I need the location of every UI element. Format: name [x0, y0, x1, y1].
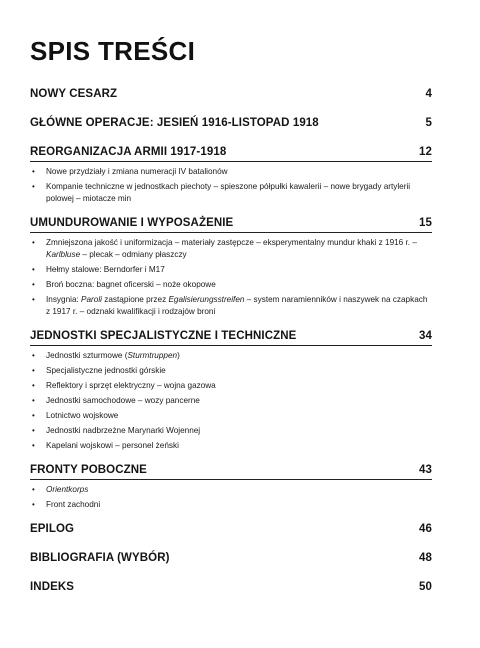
- toc-subentry-italic-text: Karlbluse: [46, 250, 81, 259]
- toc-entry-page-number: 50: [419, 581, 432, 593]
- toc-subentry-text: Zmniejszona jakość i uniformizacja – materiały zastępcze – eksperymentalny mundur khaki z 1916 r. –: [46, 238, 417, 247]
- toc-subentry-text: Kapelani wojskowi – personel żeński: [46, 441, 179, 450]
- toc-entry-heading: [30, 523, 432, 538]
- toc-subentry-text: Jednostki nadbrzeżne Marynarki Wojennej: [46, 426, 201, 435]
- toc-entry-page-number: 46: [419, 523, 432, 535]
- toc-subentry-text: Front zachodni: [46, 500, 101, 509]
- toc-entry: [30, 117, 432, 132]
- toc-subentry: [30, 350, 432, 362]
- toc-subentry-italic-text: Egalisierungsstreifen: [168, 295, 245, 304]
- toc-entry-title: FRONTY POBOCZNE: [30, 464, 147, 476]
- toc-entry-page-number: 43: [419, 464, 432, 476]
- toc-entry-title: NOWY CESARZ: [30, 88, 118, 100]
- toc-entry-heading: [30, 146, 432, 162]
- toc-subentry-text: zastąpione przez: [101, 295, 169, 304]
- toc-subentry-text: Reflektory i sprzęt elektryczny – wojna gazowa: [46, 381, 216, 390]
- bullet-icon: •: [32, 238, 35, 247]
- toc-subentry-list: [30, 166, 432, 205]
- toc-entry-heading: [30, 464, 432, 480]
- bullet-icon: •: [32, 182, 35, 191]
- toc-entry-heading: [30, 217, 432, 233]
- toc-subentry: [30, 440, 432, 452]
- bullet-icon: •: [32, 295, 35, 304]
- toc-subentry: [30, 264, 432, 276]
- toc-subentry-text: Hełmy stalowe: Berndorfer i M17: [46, 265, 165, 274]
- toc-entries: [30, 88, 432, 596]
- toc-subentry-text: – plecak – odmiany płaszczy: [80, 250, 187, 259]
- bullet-icon: •: [32, 396, 35, 405]
- toc-entry-heading: [30, 581, 432, 596]
- toc-entry-page-number: 12: [419, 146, 432, 158]
- bullet-icon: •: [32, 366, 35, 375]
- bullet-icon: •: [32, 441, 35, 450]
- toc-entry-title: JEDNOSTKI SPECJALISTYCZNE I TECHNICZNE: [30, 330, 297, 342]
- toc-subentry-italic-text: Sturmtruppen: [127, 351, 178, 360]
- toc-entry-heading: [30, 330, 432, 346]
- toc-entry-page-number: 4: [425, 88, 432, 100]
- toc-entry-title: UMUNDUROWANIE I WYPOSAŻENIE: [30, 217, 234, 229]
- toc-subentry: [30, 425, 432, 437]
- bullet-icon: •: [32, 485, 35, 494]
- bullet-icon: •: [32, 280, 35, 289]
- bullet-icon: •: [32, 500, 35, 509]
- toc-subentry-list: [30, 484, 432, 511]
- toc-subentry: [30, 181, 432, 205]
- toc-subentry-text: Nowe przydziały i zmiana numeracji IV batalionów: [46, 167, 228, 176]
- toc-subentry-text: Broń boczna: bagnet oficerski – noże okopowe: [46, 280, 216, 289]
- toc-subentry: [30, 395, 432, 407]
- toc-entry: [30, 217, 432, 318]
- toc-subentry-text: Insygnia:: [46, 295, 82, 304]
- toc-subentry: [30, 410, 432, 422]
- toc-subentry: [30, 499, 432, 511]
- toc-subentry: [30, 380, 432, 392]
- toc-entry-page-number: 34: [419, 330, 432, 342]
- toc-subentry: [30, 166, 432, 178]
- toc-subentry-italic-text: Paroli: [81, 295, 102, 304]
- toc-subentry-text: ): [177, 351, 180, 360]
- toc-entry: [30, 552, 432, 567]
- toc-subentry: [30, 279, 432, 291]
- bullet-icon: •: [32, 426, 35, 435]
- toc-entry: [30, 88, 432, 103]
- toc-subentry-text: Kompanie techniczne w jednostkach piechoty – spieszone półpułki kawalerii – nowe brygady artylerii polowej – miotacze min: [46, 182, 411, 203]
- toc-entry: [30, 581, 432, 596]
- toc-subentry: [30, 237, 432, 261]
- toc-subentry-list: [30, 237, 432, 318]
- toc-entry-heading: [30, 88, 432, 103]
- toc-entry: [30, 330, 432, 452]
- toc-entry-page-number: 5: [425, 117, 432, 129]
- toc-subentry-text: Specjalistyczne jednostki górskie: [46, 366, 166, 375]
- toc-entry-heading: [30, 552, 432, 567]
- toc-subentry-text: Lotnictwo wojskowe: [46, 411, 119, 420]
- toc-entry-title: GŁÓWNE OPERACJE: JESIEŃ 1916-LISTOPAD 1918: [30, 117, 319, 129]
- toc-entry-page-number: 48: [419, 552, 432, 564]
- toc-entry: [30, 523, 432, 538]
- bullet-icon: •: [32, 265, 35, 274]
- toc-subentry: [30, 484, 432, 496]
- toc-title: SPIS TREŚCI: [30, 36, 196, 66]
- toc-subentry-list: [30, 350, 432, 452]
- toc-subentry-text: – system naramienników i naszywek na czapkach z 1917 r. – odznaki kwalifikacji i rodzajów broni: [46, 295, 428, 316]
- bullet-icon: •: [32, 351, 35, 360]
- toc-entry-title: INDEKS: [30, 581, 75, 593]
- toc-page: [30, 36, 432, 610]
- bullet-icon: •: [32, 411, 35, 420]
- toc-subentry-text: Jednostki szturmowe (: [46, 351, 128, 360]
- toc-entry: [30, 146, 432, 205]
- toc-entry-heading: [30, 117, 432, 132]
- toc-subentry: [30, 294, 432, 318]
- toc-entry-title: BIBLIOGRAFIA (WYBÓR): [30, 552, 170, 564]
- toc-subentry-italic-text: Orientkorps: [46, 485, 89, 494]
- toc-subentry: [30, 365, 432, 377]
- toc-entry-page-number: 15: [419, 217, 432, 229]
- bullet-icon: •: [32, 167, 35, 176]
- toc-subentry-text: Jednostki samochodowe – wozy pancerne: [46, 396, 200, 405]
- toc-entry-title: EPILOG: [30, 523, 75, 535]
- toc-entry-title: REORGANIZACJA ARMII 1917-1918: [30, 146, 227, 158]
- bullet-icon: •: [32, 381, 35, 390]
- toc-entry: [30, 464, 432, 511]
